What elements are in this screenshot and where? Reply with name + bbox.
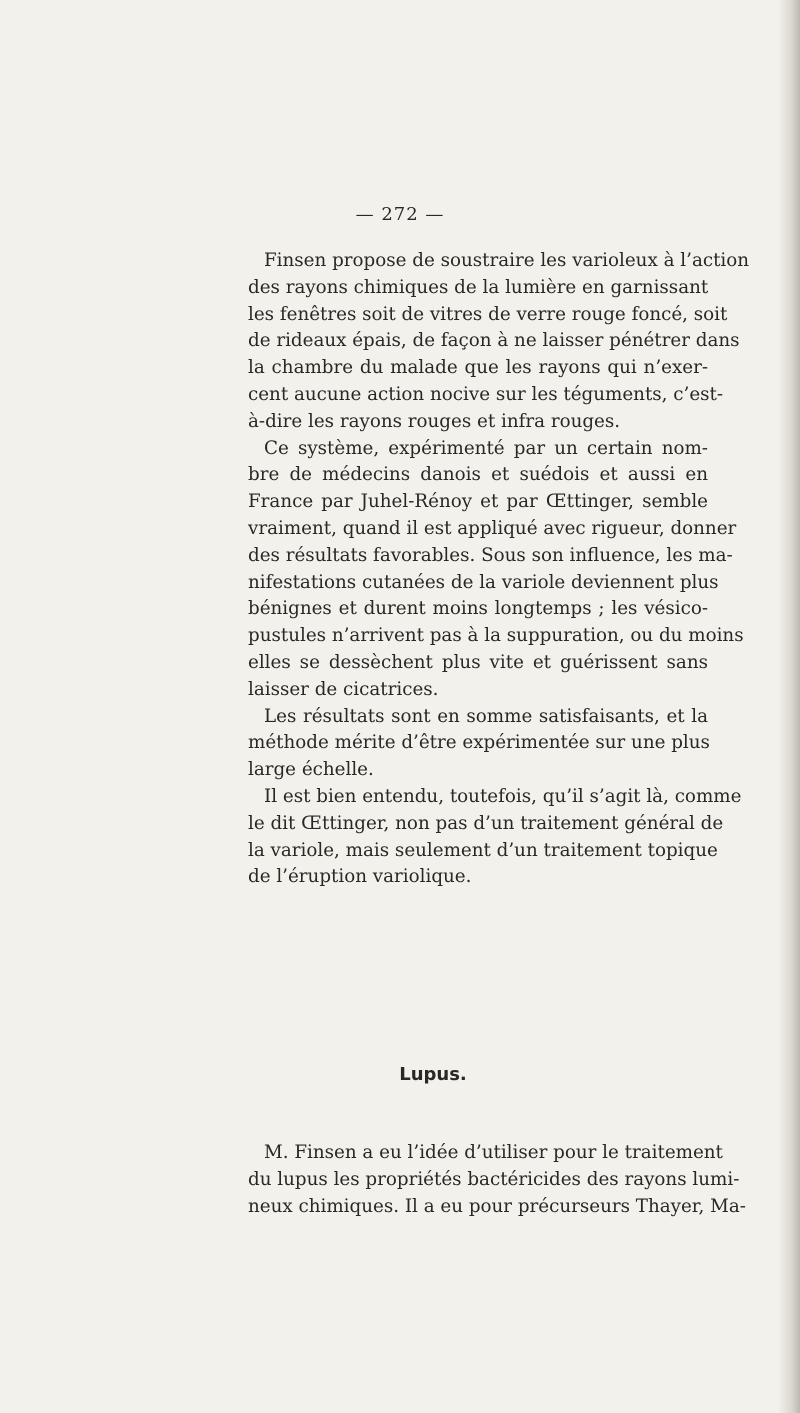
text-line: vraiment, quand il est appliqué avec rigueur, donner bbox=[248, 517, 737, 539]
section-heading: Lupus. bbox=[399, 1064, 467, 1085]
text-line: Ce système, expérimenté par un certain nom- bbox=[264, 437, 708, 459]
paragraph-3 bbox=[248, 704, 708, 784]
text-line: du lupus les propriétés bactéricides des rayons lumi- bbox=[248, 1169, 740, 1191]
text-line: cent aucune action nocive sur les téguments, c’est- bbox=[248, 383, 724, 405]
text-line: neux chimiques. Il a eu pour précurseurs Thayer, Ma- bbox=[248, 1195, 746, 1217]
text-line: large échelle. bbox=[248, 759, 374, 781]
text-line: à-dire les rayons rouges et infra rouges. bbox=[248, 410, 621, 432]
section-paragraph bbox=[248, 1140, 746, 1220]
text-line: Il est bien entendu, toutefois, qu’il s’agit là, comme bbox=[264, 785, 742, 807]
text-line: Finsen propose de soustraire les varioleux à l’action bbox=[264, 250, 750, 271]
paragraph-1 bbox=[248, 248, 750, 436]
text-line: France par Juhel-Rénoy et par Œttinger, semble bbox=[248, 491, 708, 513]
paragraph-4 bbox=[248, 784, 742, 891]
text-line: laisser de cicatrices. bbox=[248, 678, 439, 700]
text-line: le dit Œttinger, non pas d’un traitement général de bbox=[248, 812, 724, 834]
text-line: la chambre du malade que les rayons qui n’exer- bbox=[248, 357, 708, 379]
text-line: de rideaux épais, de façon à ne laisser pénétrer dans bbox=[248, 330, 740, 352]
text-line: méthode mérite d’être expérimentée sur une plus bbox=[248, 732, 710, 754]
text-line: des rayons chimiques de la lumière en garnissant bbox=[248, 276, 709, 298]
text-line: bre de médecins danois et suédois et aussi en bbox=[248, 464, 708, 486]
text-line: les fenêtres soit de vitres de verre rouge foncé, soit bbox=[248, 303, 728, 325]
page-number: — 272 — bbox=[355, 204, 445, 225]
text-line: la variole, mais seulement d’un traitement topique bbox=[248, 839, 718, 861]
text-line: M. Finsen a eu l’idée d’utiliser pour le traitement bbox=[264, 1142, 723, 1164]
text-line: elles se dessèchent plus vite et guérissent sans bbox=[248, 651, 708, 673]
section-text bbox=[248, 1122, 746, 1239]
text-line: nifestations cutanées de la variole deviennent plus bbox=[248, 571, 719, 593]
text-line: bénignes et durent moins longtemps ; les vésico- bbox=[248, 598, 708, 620]
text-line: Les résultats sont en somme satisfaisants, et la bbox=[264, 705, 708, 727]
text-line: pustules n’arrivent pas à la suppuration, ou du moins bbox=[248, 625, 744, 647]
text-line: de l’éruption variolique. bbox=[248, 866, 472, 888]
paragraph-2 bbox=[248, 436, 744, 704]
text-line: des résultats favorables. Sous son influence, les ma- bbox=[248, 544, 733, 566]
main-text bbox=[248, 248, 750, 891]
